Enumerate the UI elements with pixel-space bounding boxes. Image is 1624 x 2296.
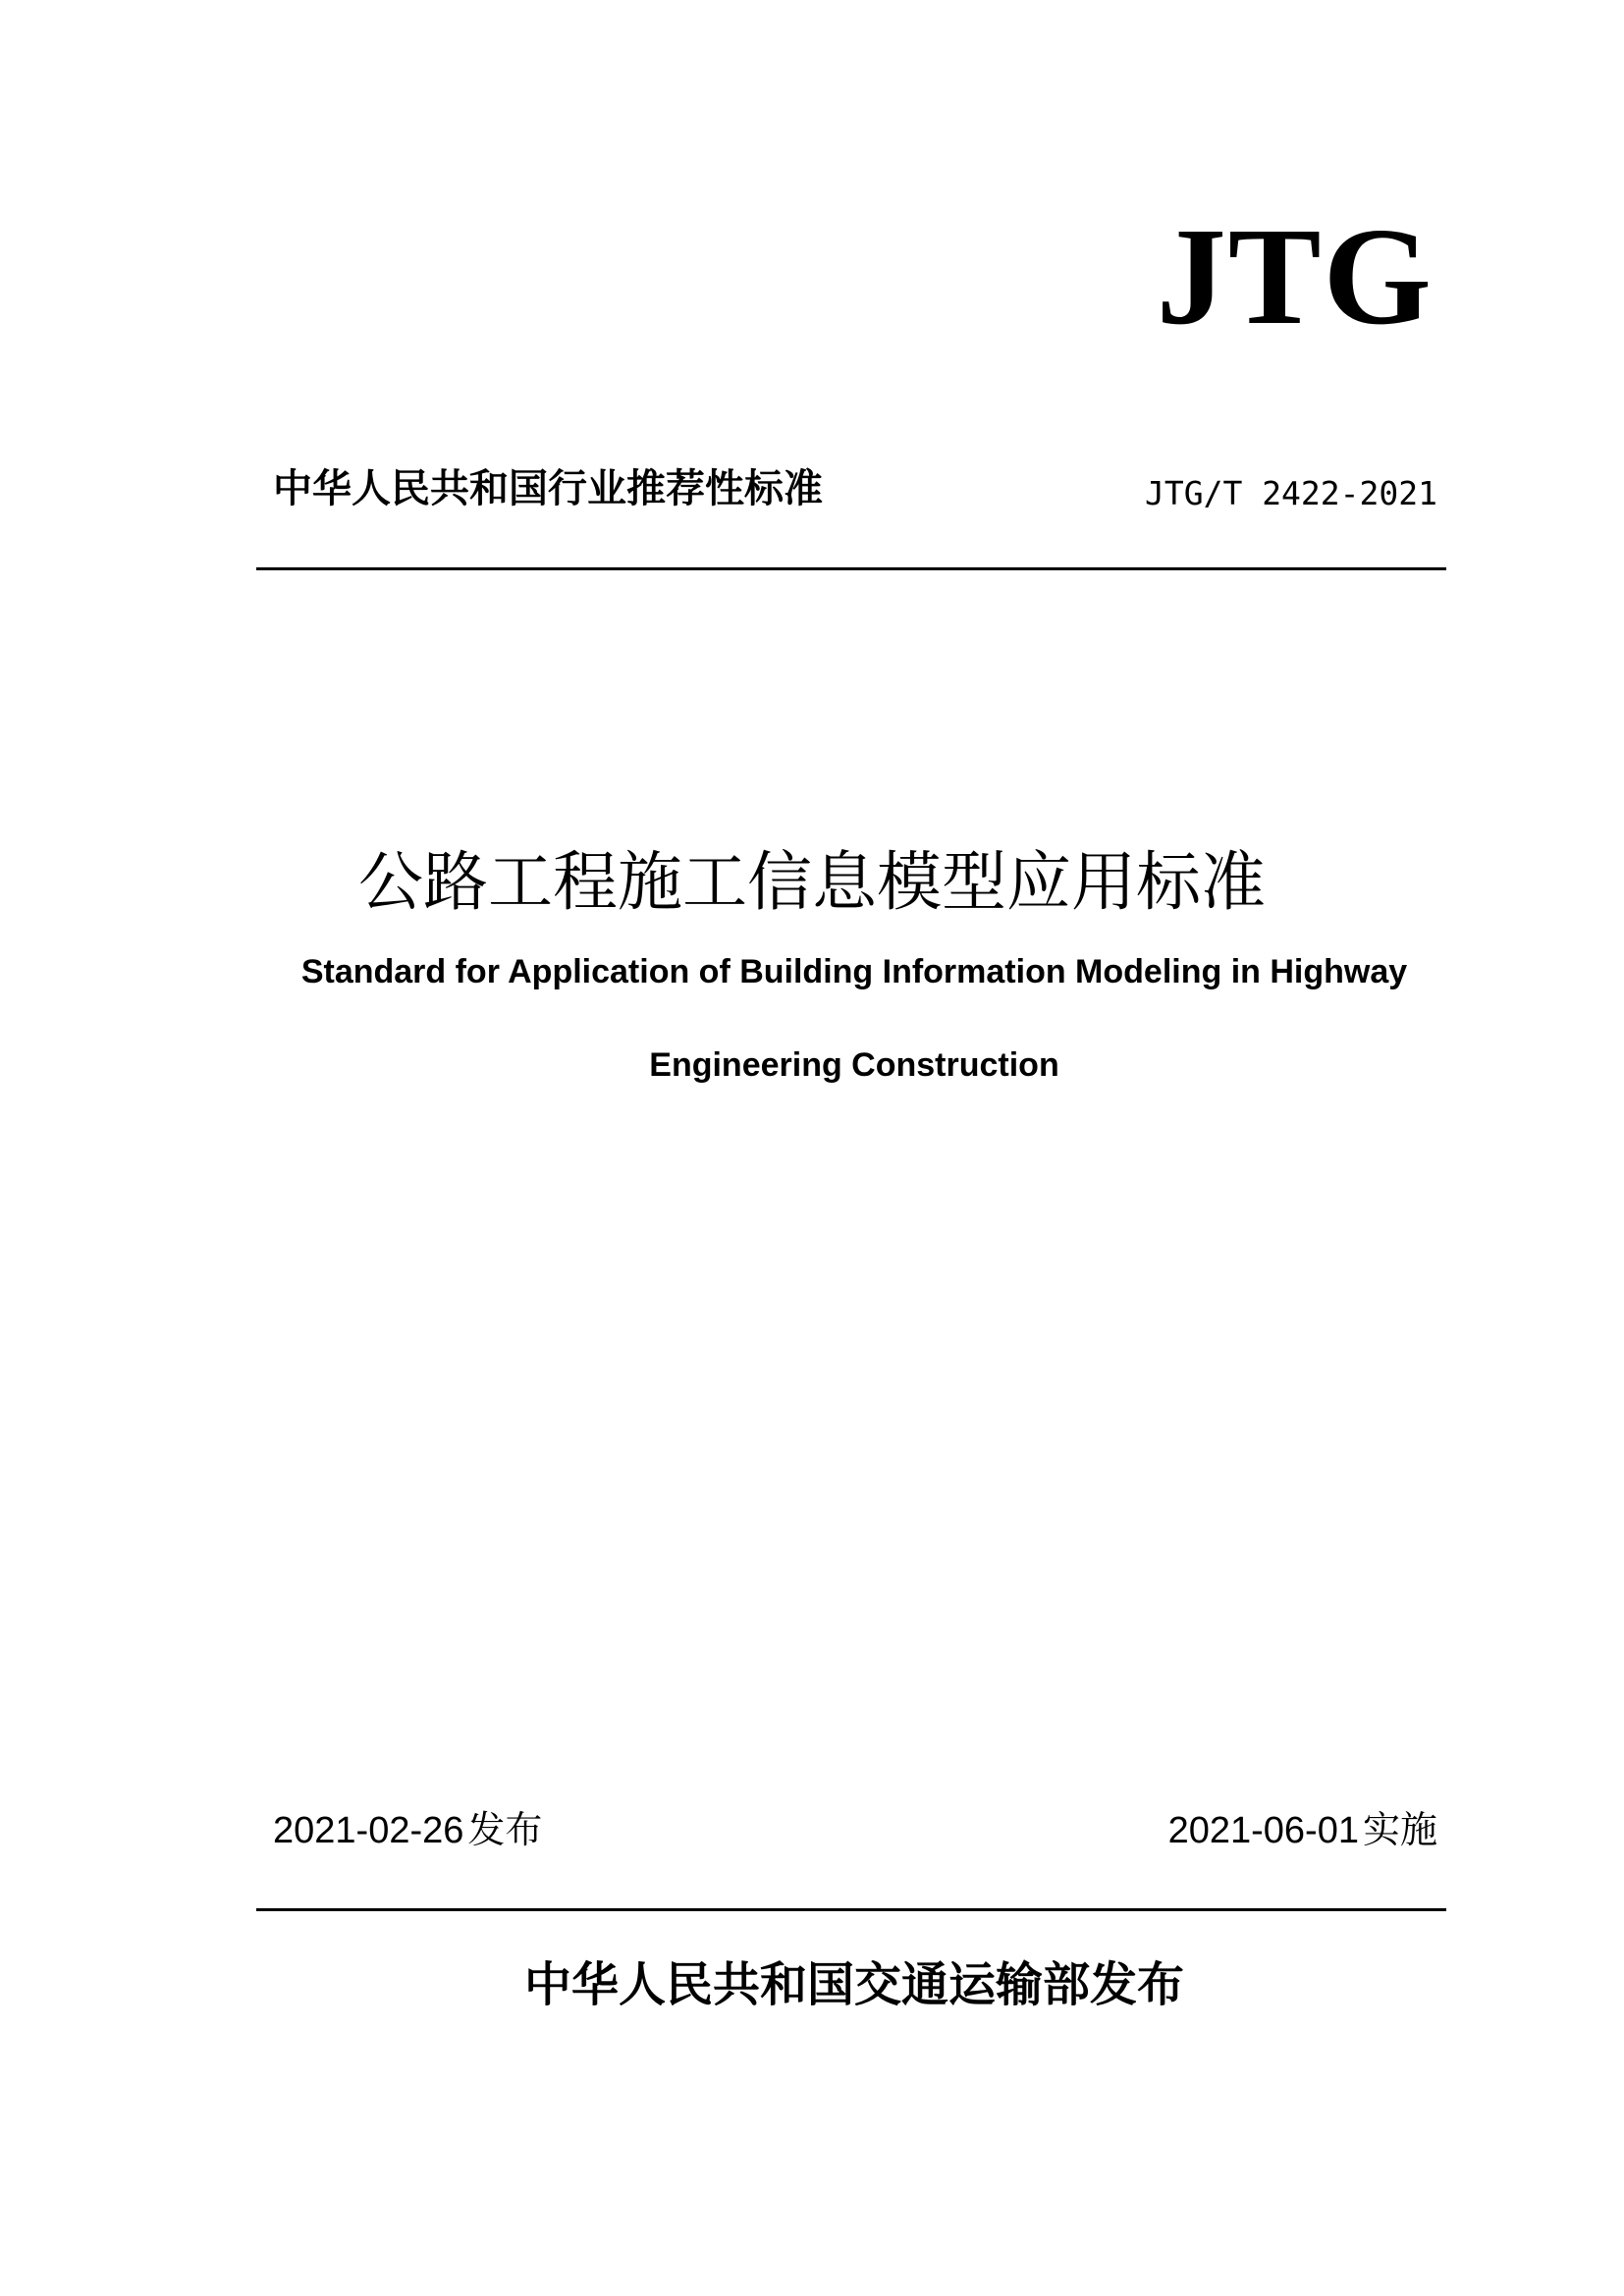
- implement-date: 2021-06-01: [1167, 1810, 1359, 1851]
- standard-category: 中华人民共和国行业推荐性标准: [273, 466, 823, 511]
- bottom-divider: [256, 1908, 1446, 1911]
- implement-date-block: [1167, 1808, 1437, 1851]
- issue-date-block: [273, 1808, 543, 1851]
- issue-label: 发布: [467, 1808, 543, 1851]
- title-chinese: 公路工程施工信息模型应用标准: [358, 844, 1266, 920]
- title-english-line1: Standard for Application of Building Information Modeling in Highway: [300, 953, 1408, 990]
- top-divider: [256, 567, 1446, 570]
- publisher: 中华人民共和国交通运输部发布: [523, 1957, 1184, 2012]
- issue-date: 2021-02-26: [273, 1810, 464, 1851]
- jtg-logo: JTG: [1156, 198, 1434, 353]
- standard-code: JTG/T 2422-2021: [1144, 474, 1437, 512]
- title-english-line2: Engineering Construction: [649, 1046, 1059, 1084]
- implement-label: 实施: [1362, 1808, 1437, 1851]
